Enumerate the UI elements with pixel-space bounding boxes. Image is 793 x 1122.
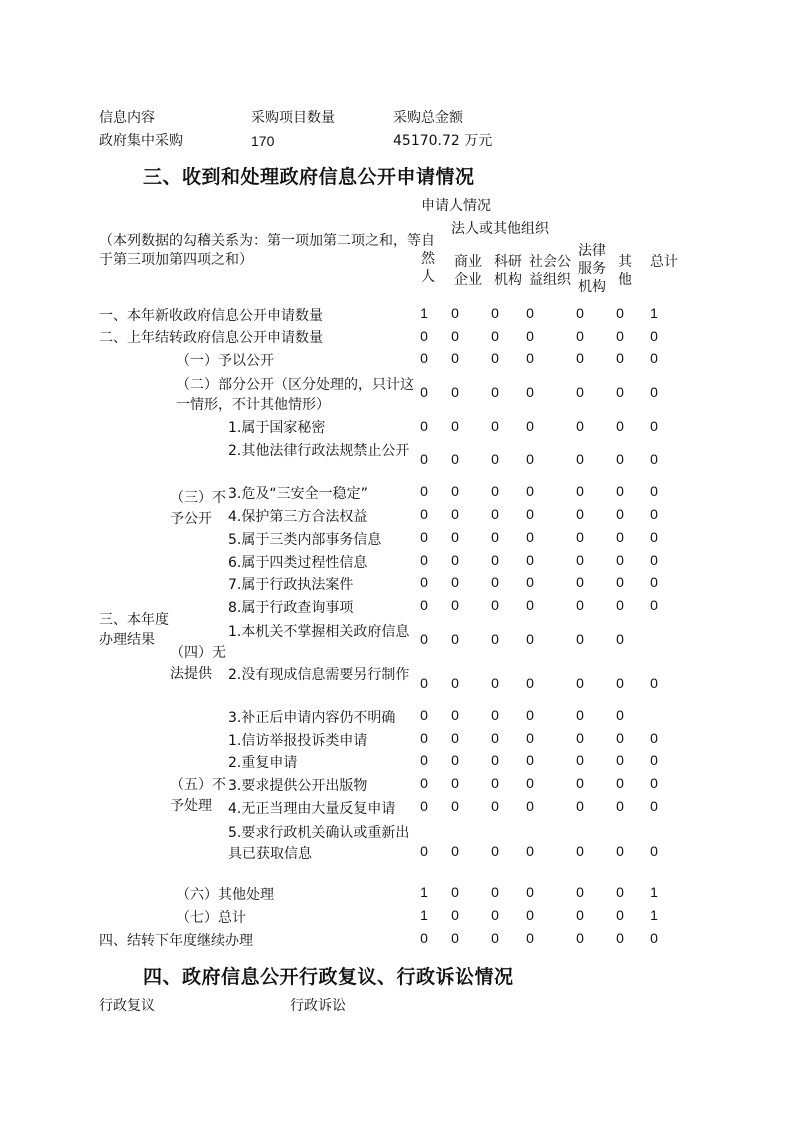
row-label-not-held: 1.本机关不掌握相关政府信息 (228, 624, 410, 640)
cell-value: 0 (650, 451, 658, 467)
cell-value: 0 (616, 907, 624, 923)
cell-value: 0 (491, 597, 499, 613)
cell-value: 0 (576, 506, 584, 522)
cell-value: 0 (526, 675, 534, 691)
cell-value: 1 (420, 884, 428, 900)
cell-value: 0 (451, 418, 459, 434)
cell-value: 0 (491, 930, 499, 946)
cell-value: 0 (616, 328, 624, 344)
cell-value: 0 (451, 552, 459, 568)
section4-header-review: 行政复议 (99, 998, 155, 1014)
row-label-security: 3.危及“三安全一稳定” (228, 486, 368, 502)
cell-value: 0 (451, 884, 459, 900)
cell-value: 1 (420, 305, 428, 321)
cell-value: 0 (576, 707, 584, 723)
sub5-label: （五）不予处理 (170, 777, 226, 814)
cell-value: 0 (420, 529, 428, 545)
row-label-prohibited: 2.其他法律行政法规禁止公开 (228, 443, 410, 459)
cell-value: 0 (420, 328, 428, 344)
cell-value: 0 (420, 798, 428, 814)
cell-value: 0 (576, 305, 584, 321)
cell-value: 0 (491, 798, 499, 814)
col-header-research: 科研机构 (494, 254, 522, 288)
cell-value: 0 (491, 574, 499, 590)
cell-value: 0 (526, 328, 534, 344)
cell-value: 0 (576, 451, 584, 467)
row-label-repeat: 2.重复申请 (228, 755, 298, 771)
cell-value: 0 (491, 529, 499, 545)
cell-value: 0 (451, 597, 459, 613)
cell-value: 0 (491, 730, 499, 746)
row-label-other-handling: （六）其他处理 (176, 887, 274, 903)
row-label-confirm: 5.要求行政机关确认或重新出具已获取信息 (228, 825, 410, 862)
cell-value: 0 (616, 305, 624, 321)
cell-value: 0 (491, 418, 499, 434)
row-label-third-party: 4.保护第三方合法权益 (228, 509, 368, 525)
cell-value: 0 (526, 884, 534, 900)
cell-value: 0 (616, 843, 624, 859)
cell-value: 0 (616, 350, 624, 366)
cell-value: 0 (451, 384, 459, 400)
cell-value: 0 (420, 384, 428, 400)
cell-value: 0 (491, 752, 499, 768)
cell-value: 1 (420, 907, 428, 923)
cell-value: 0 (491, 884, 499, 900)
cell-value: 0 (650, 483, 658, 499)
cell-value: 0 (526, 574, 534, 590)
cell-value: 0 (420, 451, 428, 467)
cell-value: 0 (616, 506, 624, 522)
cell-value: 0 (491, 350, 499, 366)
cell-value: 0 (616, 752, 624, 768)
cell-value: 0 (650, 798, 658, 814)
cell-value: 0 (491, 451, 499, 467)
row-label-total: （七）总计 (176, 910, 246, 926)
cell-value: 0 (576, 752, 584, 768)
cell-value: 0 (650, 597, 658, 613)
cell-value: 0 (650, 930, 658, 946)
row-label-petition: 1.信访举报投诉类申请 (228, 733, 368, 749)
cell-value: 0 (576, 552, 584, 568)
cell-value: 0 (491, 506, 499, 522)
cell-value: 0 (650, 350, 658, 366)
cell-value: 0 (451, 775, 459, 791)
cell-value: 0 (616, 418, 624, 434)
cell-value: 0 (616, 707, 624, 723)
cell-value: 0 (451, 328, 459, 344)
cell-value: 0 (420, 675, 428, 691)
cell-value: 0 (576, 730, 584, 746)
cell-value: 0 (420, 707, 428, 723)
procurement-row-amount: 45170.72 万元 (393, 133, 493, 149)
row-label-partial: （二）部分公开（区分处理的，只计这一情形，不计其他情形） (176, 377, 414, 413)
cell-value: 0 (420, 752, 428, 768)
legal-header: 法人或其他组织 (451, 221, 549, 237)
cell-value: 0 (576, 384, 584, 400)
cell-value: 0 (526, 506, 534, 522)
cell-value: 1 (650, 884, 658, 900)
cell-value: 0 (576, 675, 584, 691)
cell-value: 0 (650, 730, 658, 746)
cell-value: 0 (576, 328, 584, 344)
cell-value: 0 (491, 675, 499, 691)
cell-value: 0 (420, 506, 428, 522)
cell-value: 1 (650, 305, 658, 321)
cell-value: 0 (616, 631, 624, 647)
col-header-business: 商业企业 (454, 254, 482, 288)
cell-value: 0 (491, 843, 499, 859)
cell-value: 0 (650, 675, 658, 691)
cell-value: 0 (616, 552, 624, 568)
cell-value: 0 (491, 305, 499, 321)
cell-value: 0 (420, 350, 428, 366)
row-label-carryover: 二、上年结转政府信息公开申请数量 (99, 330, 323, 346)
cell-value: 0 (491, 631, 499, 647)
cell-value: 0 (650, 418, 658, 434)
cell-value: 0 (650, 384, 658, 400)
cell-value: 0 (616, 483, 624, 499)
cell-value: 0 (491, 483, 499, 499)
procurement-header-content: 信息内容 (99, 110, 155, 126)
cell-value: 0 (526, 529, 534, 545)
cell-value: 0 (526, 597, 534, 613)
cell-value: 0 (576, 631, 584, 647)
row-label-process: 6.属于四类过程性信息 (228, 555, 368, 571)
cell-value: 0 (576, 418, 584, 434)
row-label-query: 8.属于行政查询事项 (228, 600, 354, 616)
cell-value: 0 (451, 930, 459, 946)
section4-header-litigation: 行政诉讼 (290, 998, 346, 1014)
cell-value: 0 (576, 574, 584, 590)
procurement-header-count: 采购项目数量 (251, 110, 335, 126)
cell-value: 0 (616, 930, 624, 946)
cell-value: 0 (451, 631, 459, 647)
row-label-new: 一、本年新收政府信息公开申请数量 (99, 308, 323, 324)
cell-value: 0 (616, 529, 624, 545)
cell-value: 0 (650, 843, 658, 859)
cell-value: 0 (526, 384, 534, 400)
row-label-secret: 1.属于国家秘密 (228, 420, 326, 436)
cell-value: 0 (420, 930, 428, 946)
cell-value: 0 (576, 907, 584, 923)
cell-value: 0 (650, 529, 658, 545)
section4-title: 四、政府信息公开行政复议、行政诉讼情况 (143, 966, 514, 988)
group3-label: 三、本年度办理结果 (99, 612, 169, 648)
cell-value: 0 (451, 730, 459, 746)
section3-title: 三、收到和处理政府信息公开申请情况 (143, 166, 475, 188)
cell-value: 0 (576, 597, 584, 613)
cell-value: 0 (526, 552, 534, 568)
sub3-label: （三）不予公开 (170, 490, 226, 527)
cell-value: 0 (451, 506, 459, 522)
cell-value: 0 (451, 907, 459, 923)
cell-value: 0 (650, 775, 658, 791)
cell-value: 0 (616, 775, 624, 791)
cell-value: 0 (420, 775, 428, 791)
cell-value: 0 (526, 843, 534, 859)
cell-value: 0 (451, 707, 459, 723)
row-label-enforcement: 7.属于行政执法案件 (228, 577, 354, 593)
cell-value: 0 (451, 305, 459, 321)
cell-value: 0 (491, 907, 499, 923)
cell-value: 0 (650, 574, 658, 590)
row-label-unclear: 3.补正后申请内容仍不明确 (228, 710, 396, 726)
cell-value: 0 (526, 483, 534, 499)
cell-value: 0 (451, 675, 459, 691)
row-label-publication: 3.要求提供公开出版物 (228, 778, 368, 794)
cell-value: 0 (576, 775, 584, 791)
cell-value: 0 (576, 798, 584, 814)
row-label-next-year: 四、结转下年度继续办理 (99, 933, 253, 949)
cell-value: 0 (451, 798, 459, 814)
applicant-header: 申请人情况 (421, 198, 491, 214)
cell-value: 0 (616, 384, 624, 400)
cell-value: 0 (616, 574, 624, 590)
cell-value: 0 (576, 483, 584, 499)
cell-value: 0 (576, 529, 584, 545)
row-label-public: （一）予以公开 (176, 353, 274, 369)
procurement-header-amount: 采购总金额 (393, 110, 463, 126)
col-header-total: 总计 (650, 254, 678, 270)
cell-value: 0 (616, 884, 624, 900)
cell-value: 0 (650, 328, 658, 344)
cell-value: 0 (526, 752, 534, 768)
cell-value: 0 (451, 483, 459, 499)
sub4-label: （四）无法提供 (170, 645, 226, 682)
cell-value: 0 (420, 597, 428, 613)
cell-value: 0 (616, 730, 624, 746)
col-header-natural: 自然人 (421, 233, 435, 285)
cell-value: 0 (526, 730, 534, 746)
cell-value: 0 (526, 451, 534, 467)
cell-value: 0 (650, 752, 658, 768)
cell-value: 0 (650, 506, 658, 522)
cell-value: 0 (420, 631, 428, 647)
cell-value: 0 (420, 843, 428, 859)
cell-value: 0 (650, 552, 658, 568)
procurement-row-content: 政府集中采购 (99, 133, 183, 149)
cell-value: 0 (451, 451, 459, 467)
row-label-internal: 5.属于三类内部事务信息 (228, 532, 382, 548)
cell-value: 0 (526, 631, 534, 647)
cell-value: 0 (491, 384, 499, 400)
col-header-legal-service: 法律服务机构 (578, 243, 606, 295)
cell-value: 0 (451, 529, 459, 545)
procurement-row-count: 170 (251, 133, 275, 149)
col-header-other: 其他 (618, 254, 632, 288)
col-header-social: 社会公益组织 (529, 254, 571, 288)
cell-value: 1 (650, 907, 658, 923)
cell-value: 0 (491, 707, 499, 723)
cell-value: 0 (526, 350, 534, 366)
cell-value: 0 (616, 451, 624, 467)
cell-value: 0 (576, 843, 584, 859)
cell-value: 0 (420, 483, 428, 499)
cell-value: 0 (576, 884, 584, 900)
cell-value: 0 (451, 843, 459, 859)
cell-value: 0 (420, 418, 428, 434)
cell-value: 0 (616, 675, 624, 691)
cell-value: 0 (526, 707, 534, 723)
cell-value: 0 (526, 775, 534, 791)
cell-value: 0 (526, 907, 534, 923)
cell-value: 0 (451, 574, 459, 590)
cell-value: 0 (616, 798, 624, 814)
cell-value: 0 (451, 752, 459, 768)
cell-value: 0 (616, 597, 624, 613)
cell-value: 0 (451, 350, 459, 366)
cell-value: 0 (526, 798, 534, 814)
section3-note: （本列数据的勾稽关系为：第一项加第二项之和，等于第三项加第四项之和） (99, 233, 421, 268)
row-label-mass-repeat: 4.无正当理由大量反复申请 (228, 801, 396, 817)
cell-value: 0 (491, 775, 499, 791)
cell-value: 0 (491, 328, 499, 344)
row-label-need-create: 2.没有现成信息需要另行制作 (228, 667, 410, 683)
cell-value: 0 (491, 552, 499, 568)
cell-value: 0 (420, 574, 428, 590)
cell-value: 0 (526, 418, 534, 434)
cell-value: 0 (526, 930, 534, 946)
cell-value: 0 (420, 730, 428, 746)
cell-value: 0 (576, 350, 584, 366)
cell-value: 0 (526, 305, 534, 321)
cell-value: 0 (420, 552, 428, 568)
cell-value: 0 (576, 930, 584, 946)
